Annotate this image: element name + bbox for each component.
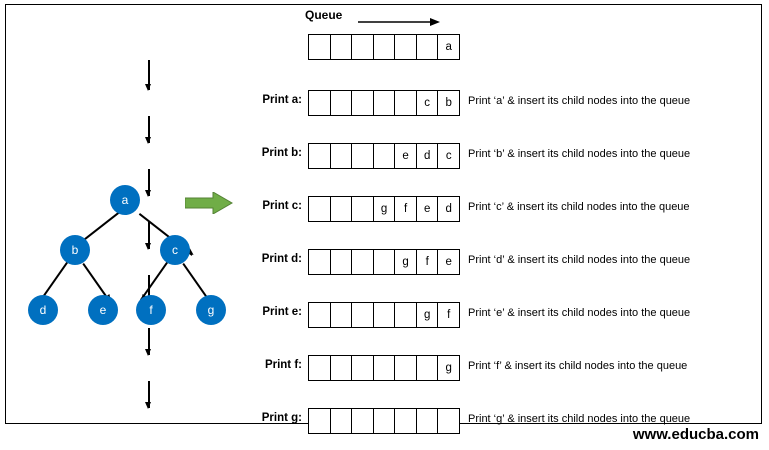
step-label-3: Print c:	[262, 200, 302, 212]
down-arrow-icon	[148, 381, 150, 408]
queue-cell	[309, 250, 331, 274]
down-arrow-icon	[148, 222, 150, 249]
step-description-2: Print ‘b’ & insert its child nodes into the queue	[468, 148, 691, 160]
queue-cell: e	[445, 256, 452, 268]
queue-cell	[395, 91, 417, 115]
queue-cell	[309, 409, 331, 433]
queue-cell: f	[395, 197, 417, 221]
queue-cell	[374, 91, 396, 115]
step-label-7: Print g:	[261, 412, 302, 424]
queue-cell	[352, 197, 374, 221]
queue-cell	[331, 144, 353, 168]
queue-cell: d	[417, 144, 439, 168]
queue-cell: b	[445, 97, 452, 109]
green-right-arrow-icon	[185, 192, 233, 214]
queue-cell	[331, 250, 353, 274]
queue-row-0	[308, 34, 460, 60]
queue-cell	[331, 303, 353, 327]
queue-cell: c	[417, 91, 439, 115]
down-arrow-icon	[148, 60, 150, 90]
queue-cell	[352, 250, 374, 274]
queue-row-7	[308, 408, 460, 434]
tree-node-g: g	[196, 295, 226, 325]
queue-cell	[352, 35, 374, 59]
queue-cell	[309, 303, 331, 327]
right-arrow-icon	[358, 14, 440, 24]
queue-cell	[417, 409, 439, 433]
queue-cell: a	[445, 41, 452, 53]
down-arrow-icon	[148, 328, 150, 355]
queue-cell	[309, 197, 331, 221]
queue-cell	[417, 35, 439, 59]
queue-cell	[395, 303, 417, 327]
queue-title: Queue	[305, 8, 343, 22]
queue-cell	[352, 303, 374, 327]
step-description-6: Print ‘f’ & insert its child nodes into the queue	[468, 360, 688, 372]
queue-cell: g	[395, 250, 417, 274]
queue-cell	[309, 144, 331, 168]
queue-cell: f	[417, 250, 439, 274]
step-description-1: Print ‘a’ & insert its child nodes into the queue	[468, 95, 691, 107]
queue-cell	[352, 91, 374, 115]
down-arrow-icon	[148, 169, 150, 196]
step-description-4: Print ‘d’ & insert its child nodes into the queue	[468, 254, 691, 266]
tree-node-e: e	[88, 295, 118, 325]
queue-row-5	[308, 302, 460, 328]
queue-row-2	[308, 143, 460, 169]
queue-row-3	[308, 196, 460, 222]
queue-cell	[309, 35, 331, 59]
queue-cell	[331, 197, 353, 221]
queue-cell: g	[445, 362, 452, 374]
queue-cell	[374, 356, 396, 380]
step-label-4: Print d:	[261, 253, 302, 265]
step-label-5: Print e:	[262, 306, 302, 318]
step-description-7: Print ‘g’ & insert its child nodes into the queue	[468, 413, 691, 425]
queue-cell	[395, 356, 417, 380]
queue-cell: f	[447, 309, 451, 321]
down-arrow-icon	[148, 116, 150, 143]
queue-cell	[374, 35, 396, 59]
step-label-1: Print a:	[262, 94, 302, 106]
step-description-5: Print ‘e’ & insert its child nodes into the queue	[468, 307, 691, 319]
site-watermark: www.educba.com	[632, 426, 759, 443]
step-label-2: Print b:	[261, 147, 302, 159]
step-description-3: Print ‘c’ & insert its child nodes into the queue	[468, 201, 690, 213]
queue-cell: d	[445, 203, 452, 215]
tree-node-c: c	[160, 235, 190, 265]
tree-node-d: d	[28, 295, 58, 325]
queue-cell	[331, 356, 353, 380]
queue-cell	[309, 91, 331, 115]
queue-cell	[374, 250, 396, 274]
queue-cell: g	[374, 197, 396, 221]
queue-cell: e	[417, 197, 439, 221]
queue-cell: e	[395, 144, 417, 168]
queue-row-1	[308, 90, 460, 116]
queue-cell	[331, 35, 353, 59]
queue-cell: g	[417, 303, 439, 327]
tree-node-a: a	[110, 185, 140, 215]
queue-cell: c	[445, 150, 452, 162]
queue-cell	[438, 409, 459, 433]
queue-cell	[374, 144, 396, 168]
step-label-6: Print f:	[264, 359, 302, 371]
queue-cell	[374, 303, 396, 327]
queue-cell	[417, 356, 439, 380]
tree-node-b: b	[60, 235, 90, 265]
queue-cell	[352, 409, 374, 433]
queue-cell	[395, 409, 417, 433]
queue-cell	[331, 409, 353, 433]
queue-row-6	[308, 355, 460, 381]
queue-cell	[331, 91, 353, 115]
queue-cell	[395, 35, 417, 59]
queue-cell	[309, 356, 331, 380]
queue-cell	[352, 356, 374, 380]
queue-cell	[374, 409, 396, 433]
queue-row-4	[308, 249, 460, 275]
queue-cell	[352, 144, 374, 168]
tree-node-f: f	[136, 295, 166, 325]
